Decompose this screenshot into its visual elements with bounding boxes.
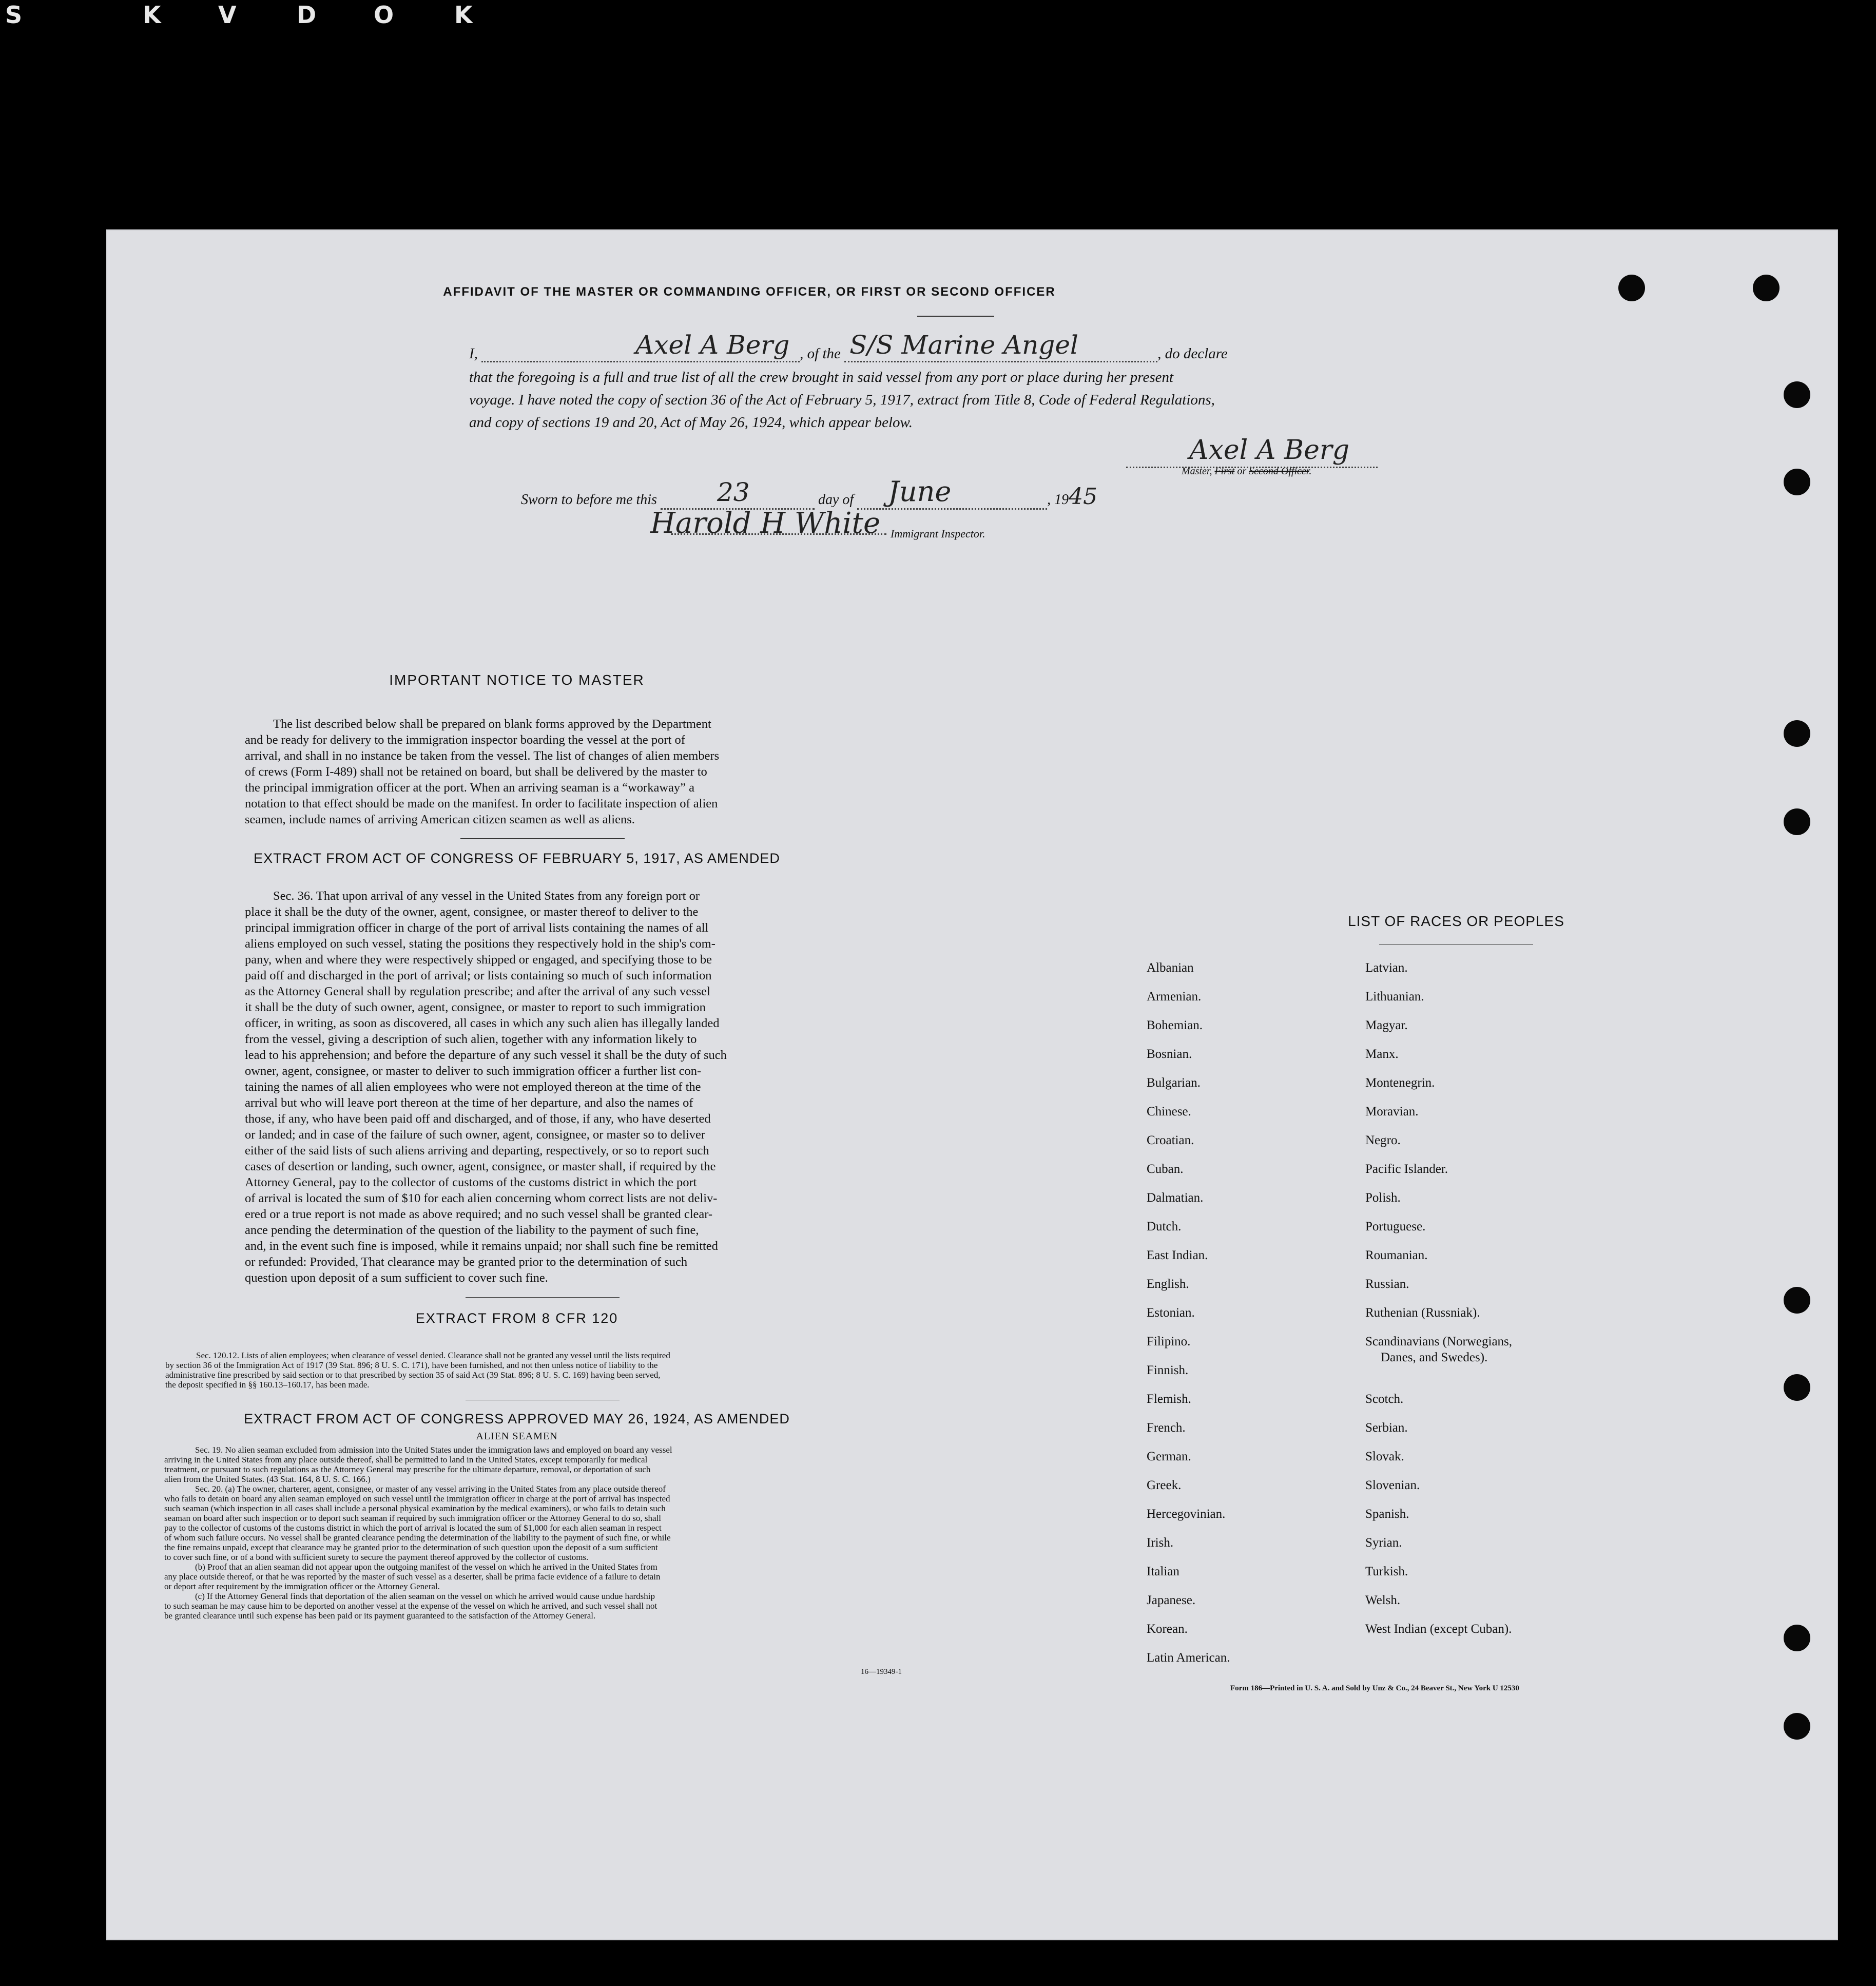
extract-1917-line: Sec. 36. That upon arrival of any vessel in the United States from any foreign port or: [273, 889, 700, 903]
extract-1917-line: question upon deposit of a sum sufficient to cover such fine.: [245, 1271, 548, 1285]
affidavit-body-line: and copy of sections 19 and 20, Act of May 26, 1924, which appear below.: [469, 414, 913, 431]
race-item: West Indian (except Cuban).: [1365, 1622, 1512, 1636]
race-item: Bulgarian.: [1147, 1076, 1201, 1090]
affidavit-declaration-line: [469, 330, 1552, 362]
extract-1917-line: as the Attorney General shall by regulation prescribe; and after the arrival of any such vessel: [245, 985, 710, 998]
form-code: 16—19349-1: [861, 1668, 902, 1676]
race-item: Dalmatian.: [1147, 1191, 1204, 1205]
race-item: Filipino.: [1147, 1335, 1191, 1348]
extract-1924-line: who fails to detain on board any alien seaman employed on such vessel until the immigration officer in charge at the port of arrival has inspected: [164, 1494, 670, 1503]
extract-1924-line: Sec. 20. (a) The owner, charterer, agent, consignee, or master of any vessel arriving in the United States from any place outside thereof: [195, 1484, 666, 1494]
race-item: Serbian.: [1365, 1421, 1408, 1435]
extract-1924-body: [164, 1445, 924, 1621]
race-item: French.: [1147, 1421, 1186, 1435]
extract-cfr-heading: EXTRACT FROM 8 CFR 120: [415, 1310, 618, 1326]
text-i: I,: [469, 345, 478, 362]
race-item: Flemish.: [1147, 1392, 1191, 1406]
year-handwriting: 45: [1069, 484, 1098, 510]
extract-1924-line: the fine remains unpaid, except that clearance may be granted prior to the determination of such question upon the deposit of a sum sufficient: [164, 1542, 658, 1552]
race-item: Negro.: [1365, 1133, 1401, 1147]
film-mark: V: [218, 1, 237, 29]
races-right-column: [1365, 961, 1632, 1651]
extract-1924-line: be granted clearance until such expense has been paid or its payment guaranteed to the satisfaction of the Attorney General.: [164, 1611, 596, 1621]
extract-1917-line: or refunded: Provided, That clearance may be granted prior to the determination of such: [245, 1255, 688, 1269]
extract-1924-line: treatment, or pursuant to such regulations as the Attorney General may prescribe for the ultimate departure, removal, or deportation of such: [164, 1464, 651, 1474]
extract-1924-line: pay to the collector of customs of the customs district in which the port of arrival is located the sum of $1,000 for each alien seaman in respect: [164, 1523, 662, 1533]
race-item: East Indian.: [1147, 1248, 1208, 1262]
year-prefix: , 19: [1047, 492, 1069, 508]
race-item: Manx.: [1365, 1047, 1399, 1061]
sworn-month-handwriting: June: [888, 475, 952, 508]
extract-1924-subheading: ALIEN SEAMEN: [476, 1431, 558, 1442]
extract-1924-line: (b) Proof that an alien seaman did not appear upon the outgoing manifest of the vessel on which he arrived in the United States from: [195, 1562, 657, 1572]
extract-1917-line: place it shall be the duty of the owner, agent, consignee, or master thereof to deliver to the: [245, 905, 699, 919]
race-item: Greek.: [1147, 1478, 1182, 1492]
race-item: Turkish.: [1365, 1565, 1408, 1578]
film-mark: S: [5, 1, 23, 29]
race-item: Slovak.: [1365, 1450, 1404, 1463]
punch-hole: [1784, 381, 1810, 408]
document-sheet: [106, 229, 1838, 1940]
extract-1924-line: arriving in the United States from any place outside thereof, shall be permitted to land in the United States, except temporarily for medical: [164, 1455, 648, 1464]
punch-hole: [1618, 275, 1645, 301]
vessel-name-field: [844, 330, 1157, 362]
extract-1917-line: paid off and discharged in the port of arrival; or lists containing so much of such information: [245, 969, 712, 982]
race-item: Magyar.: [1365, 1018, 1408, 1032]
divider: [917, 316, 994, 317]
extract-cfr-line: administrative fine prescribed by said section or to that prescribed by section 35 of said Act (39 Stat. 896; 8 U. S. C. 169) having been served,: [165, 1370, 661, 1380]
races-left-column: [1147, 961, 1362, 1680]
master-name-handwriting: Axel A Berg: [635, 330, 790, 360]
extract-1924-line: (c) If the Attorney General finds that deportation of the alien seaman on the vessel on which he arrived would cause undue hardship: [195, 1591, 655, 1601]
affidavit-heading: AFFIDAVIT OF THE MASTER OR COMMANDING OFFICER, OR FIRST OR SECOND OFFICER: [443, 285, 1056, 299]
race-item: Ruthenian (Russniak).: [1365, 1306, 1480, 1320]
race-item: Welsh.: [1365, 1593, 1401, 1607]
race-item: Finnish.: [1147, 1363, 1189, 1377]
sworn-day-handwriting: 23: [717, 477, 750, 507]
extract-1924-line: any place outside thereof, or that he was reported by the master of such vessel as a deserter, shall be prima facie evidence of a failure to detain: [164, 1572, 661, 1582]
race-item: Moravian.: [1365, 1105, 1419, 1119]
race-item: Italian: [1147, 1565, 1179, 1578]
race-item: Cuban.: [1147, 1162, 1184, 1176]
race-item: Bohemian.: [1147, 1018, 1203, 1032]
divider: [460, 838, 625, 839]
race-item: Croatian.: [1147, 1133, 1194, 1147]
race-item: Syrian.: [1365, 1536, 1402, 1550]
punch-hole: [1784, 469, 1810, 495]
notice-line: seamen, include names of arriving American citizen seamen as well as aliens.: [245, 813, 635, 826]
extract-1924-line: seaman on board after such inspection or to deport such seaman if required by such immigration officer or the Attorney General to do so, shall: [164, 1513, 661, 1523]
extract-1917-line: from the vessel, giving a description of such alien, together with any information likely to: [245, 1032, 697, 1046]
film-mark: O: [374, 1, 394, 29]
extract-1924-heading: EXTRACT FROM ACT OF CONGRESS APPROVED MAY 26, 1924, AS AMENDED: [244, 1411, 790, 1426]
extract-1924-line: of whom such failure occurs. No vessel shall be granted clearance pending the determination of the liability to the payment of such fine, or while: [164, 1533, 671, 1542]
notice-line: notation to that effect should be made on the manifest. In order to facilitate inspection of alien: [245, 797, 718, 811]
races-heading: LIST OF RACES OR PEOPLES: [1348, 913, 1564, 929]
extract-1917-line: of arrival is located the sum of $10 for each alien concerning whom correct lists are not deliv-: [245, 1191, 718, 1205]
punch-hole: [1784, 808, 1810, 835]
extract-1917-line: either of the said lists of such aliens arriving and departing, respectively, or so to report such: [245, 1144, 709, 1158]
race-item: Bosnian.: [1147, 1047, 1192, 1061]
master-signature: Axel A Berg: [1189, 435, 1350, 466]
master-caption: Master, First or Second Officer.: [1182, 466, 1312, 477]
extract-1917-line: owner, agent, consignee, or master to deliver to such immigration officer a further list con-: [245, 1064, 702, 1078]
extract-1917-line: ered or a true report is not made as above required; and no such vessel shall be granted clear-: [245, 1207, 713, 1221]
affidavit-body-line: voyage. I have noted the copy of section 36 of the Act of February 5, 1917, extract from Title 8, Code of Federal Regulations,: [469, 392, 1215, 408]
punch-hole: [1784, 1625, 1810, 1651]
extract-1917-line: arrival but who will leave port thereon at the time of her departure, and also the names of: [245, 1096, 693, 1110]
caption-or: or: [1234, 466, 1249, 477]
race-item: Irish.: [1147, 1536, 1174, 1550]
extract-1917-line: principal immigration officer in charge of the port of arrival lists containing the names of all: [245, 921, 709, 935]
race-item: Dutch.: [1147, 1220, 1182, 1233]
film-mark: D: [297, 1, 317, 29]
extract-1917-line: pany, when and where they were respectively shipped or engaged, and specifying those to be: [245, 953, 712, 967]
extract-1917-heading: EXTRACT FROM ACT OF CONGRESS OF FEBRUARY 5, 1917, AS AMENDED: [254, 851, 780, 866]
sworn-text: Sworn to before me this: [521, 492, 657, 508]
race-item: Latvian.: [1365, 961, 1408, 975]
film-edge-marks: [0, 0, 1876, 31]
race-item: German.: [1147, 1450, 1191, 1463]
caption-master: Master,: [1182, 466, 1215, 477]
notice-line: The list described below shall be prepared on blank forms approved by the Department: [273, 717, 711, 731]
race-item: Slovenian.: [1365, 1478, 1420, 1492]
race-item: Pacific Islander.: [1365, 1162, 1448, 1176]
race-item: Korean.: [1147, 1622, 1188, 1636]
extract-1917-line: ance pending the determination of the question of the liability to the payment of such fine,: [245, 1223, 699, 1237]
extract-cfr-body: [165, 1351, 925, 1390]
extract-1917-line: cases of desertion or landing, such owner, agent, consignee, or master shall, if required by the: [245, 1160, 716, 1173]
extract-1917-line: aliens employed on such vessel, stating the positions they respectively hold in the ship's com-: [245, 937, 715, 951]
race-item: Spanish.: [1365, 1507, 1409, 1521]
punch-hole: [1784, 720, 1810, 747]
race-item: Estonian.: [1147, 1306, 1195, 1320]
divider: [466, 1297, 620, 1298]
notice-heading: IMPORTANT NOTICE TO MASTER: [389, 672, 645, 688]
film-mark: K: [143, 1, 161, 29]
film-mark: K: [454, 1, 473, 29]
inspector-caption: Immigrant Inspector.: [891, 527, 985, 540]
day-of-text: day of: [818, 492, 854, 508]
sworn-line: [521, 475, 1098, 510]
affidavit-body-line: that the foregoing is a full and true list of all the crew brought in said vessel from any port or place during her present: [469, 369, 1174, 385]
race-item: Armenian.: [1147, 990, 1202, 1004]
extract-1924-line: Sec. 19. No alien seaman excluded from admission into the United States under the immigration laws and employed on board any vessel: [195, 1445, 672, 1455]
extract-1917-line: taining the names of all alien employees who were not employed thereon at the time of the: [245, 1080, 701, 1094]
master-name-field: [481, 330, 800, 362]
text-declare: , do declare: [1157, 345, 1228, 362]
race-item: Japanese.: [1147, 1593, 1196, 1607]
extract-1924-line: alien from the United States. (43 Stat. 164, 8 U. S. C. 166.): [164, 1474, 371, 1484]
notice-line: arrival, and shall in no instance be taken from the vessel. The list of changes of alien members: [245, 749, 720, 763]
caption-second-struck: Second Officer: [1249, 466, 1309, 477]
caption-first-struck: First: [1214, 466, 1235, 477]
extract-1917-line: those, if any, who have been paid off and discharged, and of those, if any, who have deserted: [245, 1112, 711, 1126]
race-item: Portuguese.: [1365, 1220, 1426, 1233]
extract-1917-line: officer, in writing, as soon as discovered, all cases in which any such alien has illegally landed: [245, 1016, 720, 1030]
sworn-month-field: [857, 475, 1047, 510]
race-item: Chinese.: [1147, 1105, 1191, 1119]
form-footer: Form 186—Printed in U. S. A. and Sold by Unz & Co., 24 Beaver St., New York U 12530: [1230, 1684, 1519, 1692]
notice-line: the principal immigration officer at the port. When an arriving seaman is a “workaway” a: [245, 781, 695, 795]
punch-hole: [1784, 1287, 1810, 1314]
extract-1917-line: Attorney General, pay to the collector of customs of the customs district in which the port: [245, 1175, 697, 1189]
race-item: English.: [1147, 1277, 1189, 1291]
race-item: Hercegovinian.: [1147, 1507, 1226, 1521]
extract-1924-line: to cover such fine, or of a bond with sufficient surety to secure the payment thereof approved by the collector of customs.: [164, 1552, 589, 1562]
extract-1917-line: lead to his apprehension; and before the departure of any such vessel it shall be the duty of such: [245, 1048, 727, 1062]
notice-line: of crews (Form I-489) shall not be retained on board, but shall be delivered by the master to: [245, 765, 707, 779]
race-item: Polish.: [1365, 1191, 1401, 1205]
notice-line: and be ready for delivery to the immigration inspector boarding the vessel at the port of: [245, 733, 685, 747]
vessel-name-handwriting: S/S Marine Angel: [849, 330, 1078, 360]
race-item: Montenegrin.: [1365, 1076, 1435, 1090]
race-item-continuation: Danes, and Swedes).: [1381, 1351, 1488, 1364]
extract-1917-line: it shall be the duty of such owner, agent, consignee, or master to report to such immigration: [245, 1000, 706, 1014]
race-item: Scotch.: [1365, 1392, 1404, 1406]
extract-1924-line: or deport after requirement by the immigration officer or the Attorney General.: [164, 1582, 440, 1591]
race-item: Latin American.: [1147, 1651, 1230, 1665]
text-of-the: , of the: [800, 345, 841, 362]
race-item: Russian.: [1365, 1277, 1409, 1291]
extract-cfr-line: the deposit specified in §§ 160.13–160.17, has been made.: [165, 1380, 370, 1390]
race-item: Roumanian.: [1365, 1248, 1428, 1262]
race-item: Lithuanian.: [1365, 990, 1424, 1004]
extract-cfr-line: Sec. 120.12. Lists of alien employees; when clearance of vessel denied. Clearance shall not be granted any vessel until the lists required: [196, 1351, 670, 1360]
punch-hole: [1753, 275, 1780, 301]
race-item: Albanian: [1147, 961, 1194, 975]
race-item: Scandinavians (Norwegians,: [1365, 1335, 1513, 1348]
extract-1917-body: [245, 888, 835, 1286]
punch-hole: [1784, 1374, 1810, 1401]
extract-1917-line: or landed; and in case of the failure of such owner, agent, consignee, or master so to deliver: [245, 1128, 706, 1142]
extract-1924-line: to such seaman he may cause him to be deported on another vessel at the expense of the vessel on which he arrived, and such vessel shall not: [164, 1601, 657, 1611]
punch-hole: [1784, 1713, 1810, 1740]
extract-1924-line: such seaman (which inspection in all cases shall include a personal physical examination by the medical examiners), or who fails to detain such: [164, 1503, 666, 1513]
extract-1917-line: and, in the event such fine is imposed, while it remains unpaid; nor shall such fine be remitted: [245, 1239, 718, 1253]
inspector-signature: Harold H White: [650, 507, 881, 540]
notice-body: [245, 716, 835, 827]
extract-cfr-line: by section 36 of the Immigration Act of 1917 (39 Stat. 896; 8 U. S. C. 171), have been furnished, and not then unless notice of liability to the: [165, 1360, 658, 1370]
